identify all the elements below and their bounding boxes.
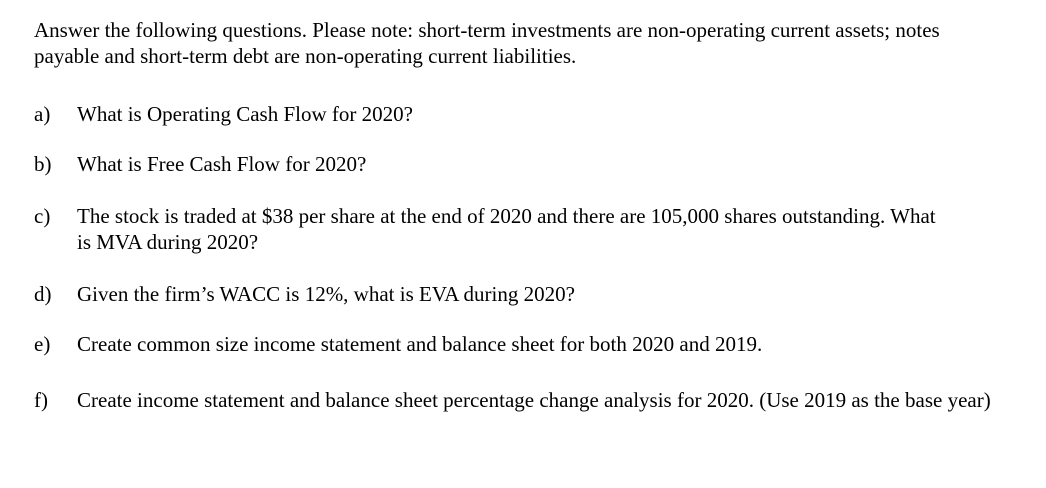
question-text: What is Free Cash Flow for 2020? [77,152,367,176]
question-text: Create common size income statement and balance sheet for both 2020 and 2019. [77,332,763,356]
question-marker: f) [34,388,48,412]
question-d [34,281,575,307]
question-marker: a) [34,102,51,126]
intro-paragraph: Answer the following questions. Please note: short-term investments are non-operating current assets; notes payable and short-term debt are non-operating current liabilities. [34,18,940,68]
question-c [34,203,937,255]
question-text: What is Operating Cash Flow for 2020? [77,102,413,126]
question-marker: b) [34,152,52,176]
question-text: Given the firm’s WACC is 12%, what is EVA during 2020? [77,282,575,306]
question-text: Create income statement and balance sheet percentage change analysis for 2020. (Use 2019 as the base year) [77,388,991,412]
question-marker: d) [34,282,52,306]
question-text: The stock is traded at $38 per share at the end of 2020 and there are 105,000 shares outstanding. What is MVA during 2020? [77,204,936,254]
question-marker: e) [34,332,51,356]
question-a [34,101,413,127]
question-b [34,151,366,177]
document [34,17,1024,412]
question-marker: c) [34,204,51,228]
question-f [34,387,1037,413]
question-e [34,331,762,357]
